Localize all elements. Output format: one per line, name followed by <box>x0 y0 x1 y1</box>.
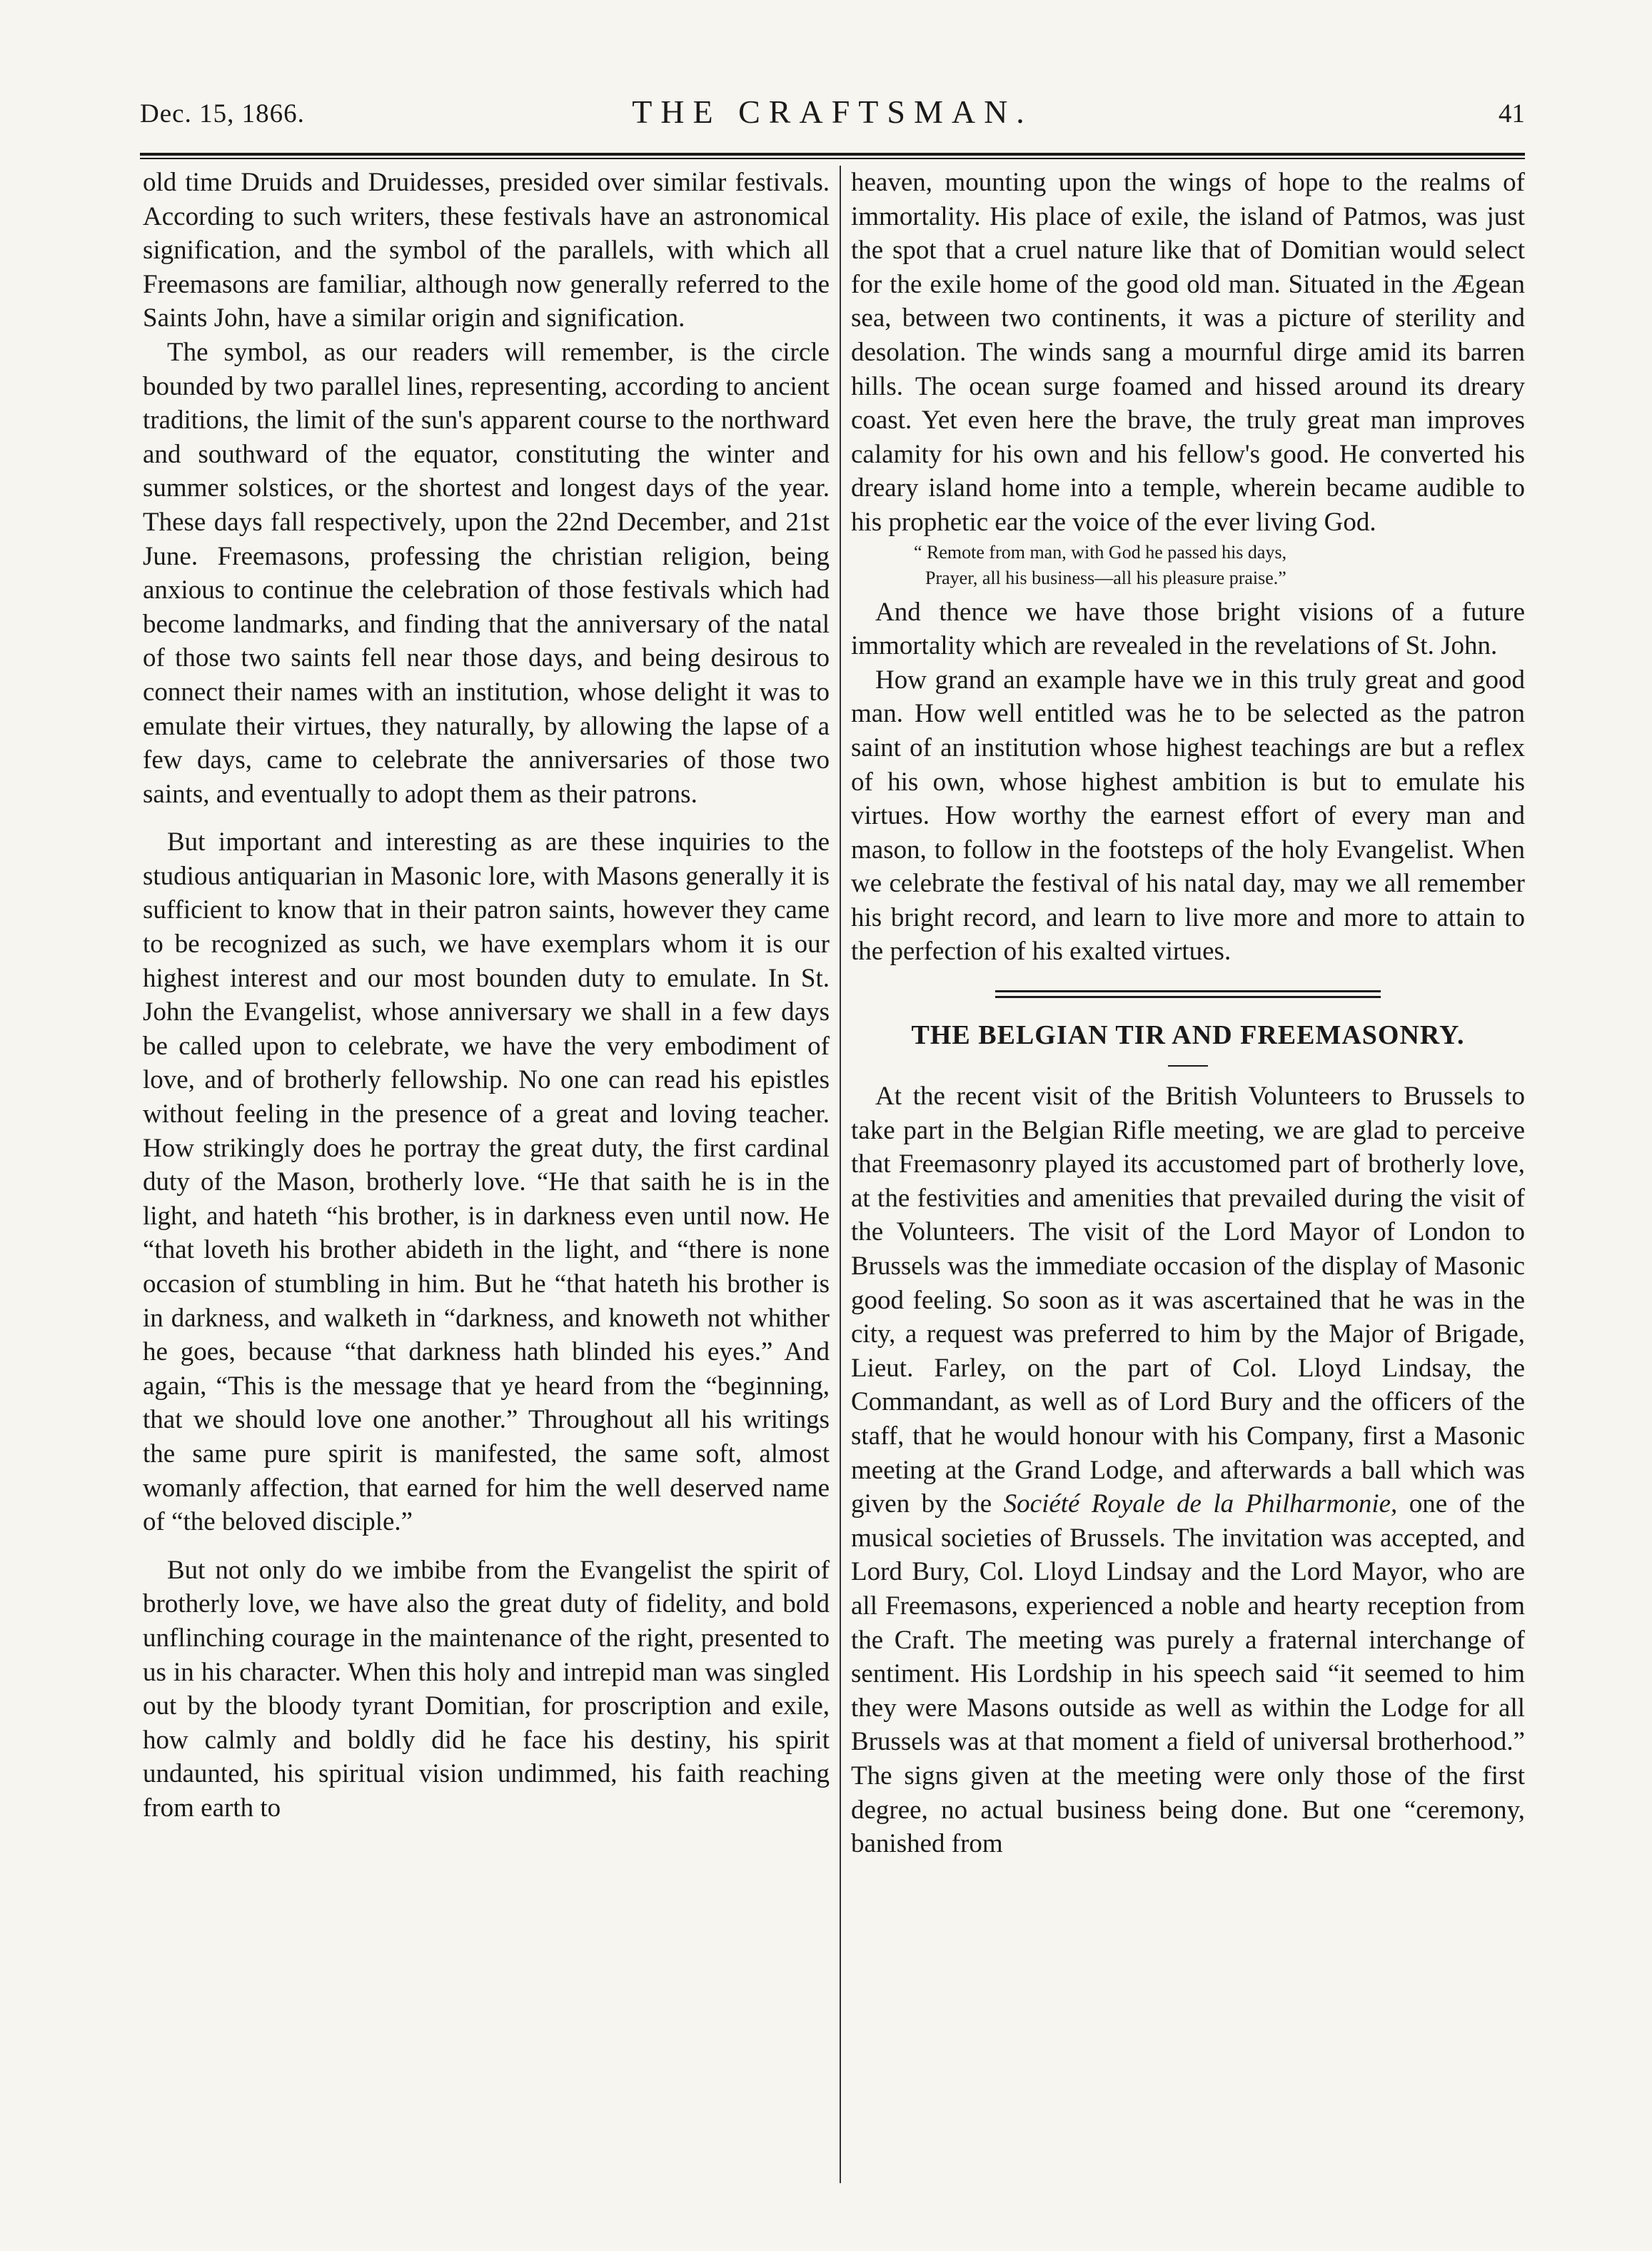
paragraph: But not only do we imbibe from the Evangelist the spirit of brotherly love, we have also the great duty of fidelity, and bold unflinching courage in the maintenance of the right, presented to us in his character. When this holy and intrepid man was singled out by the bloody tyrant Domitian, for proscription and exile, how calmly and boldly did he face his destiny, his spirit undaunted, his spiritual vision undimmed, his faith reaching from earth to <box>143 1555 830 1823</box>
verse-line: “ Remote from man, with God he passed his days, <box>914 541 1287 563</box>
paragraph-text: At the recent visit of the British Volunteers to Brussels to take part in the Belgian Rifle meeting, we are glad to perceive that Freemasonry played its accustomed part of brotherly love, at the festivities and amenities that prevailed during the visit of the Volunteers. The visit of the Lord Mayor of London to Brussels was the immediate occasion of the display of Masonic good feeling. So soon as it was ascertained that he was in the city, a request was preferred to him by the Major of Brigade, Lieut. Farley, on the part of Col. Lloyd Lindsay, the Commandant, as well as of Lord Bury and the officers of the staff, that he would honour with his Company, first a Masonic meeting at the Grand Lodge, and afterwards a ball which was given by the <box>851 1082 1525 1519</box>
quoted-verse <box>851 540 1525 591</box>
page-header <box>140 84 1525 134</box>
page-number: 41 <box>1499 99 1525 129</box>
right-column <box>851 166 1525 2183</box>
left-column <box>143 166 830 2183</box>
issue-date: Dec. 15, 1866. <box>140 99 305 129</box>
paragraph: How grand an example have we in this truly great and good man. How well entitled was he to be selected as the patron saint of an institution whose highest teachings are but a reflex of his own, whose highest ambition is but to emulate his virtues. How worthy the earnest effort of every man and mason, to follow in the footsteps of the holy Evangelist. When we celebrate the festival of his natal day, may we all remember his bright record, and learn to live more and more to attain to the perfection of his exalted virtues. <box>851 665 1525 967</box>
heading-rule <box>1168 1065 1208 1067</box>
verse-line: Prayer, all his business—all his pleasure praise.” <box>925 567 1286 588</box>
paragraph: And thence we have those bright visions of a future immortality which are revealed in the revelations of St. John. <box>851 597 1525 661</box>
column-divider <box>840 166 841 2183</box>
society-name: Société Royale de la Philharmonie, <box>1003 1489 1398 1519</box>
paragraph: But important and interesting as are these inquiries to the studious antiquarian in Masonic lore, with Masons generally it is sufficient to know that in their patron saints, however they came to be recognized as such, we have exemplars whom it is our highest interest and our most bounden duty to emulate. In St. John the Evangelist, whose anniversary we shall in a few days be called upon to celebrate, we have the very embodiment of love, and of brotherly fellowship. No one can read his epistles without feeling in the presence of a great and loving teacher. How strikingly does he portray the great duty, the first cardinal duty of the Mason, brotherly love. “He that saith he is in the light, and hateth “his brother, is in darkness even until now. He “that loveth his brother abideth in the light, and “there is none occasion of stumbling in him. But he “that hateth his brother is in darkness, and walketh in “darkness, and knoweth not whither he goes, because “that darkness hath blinded his eyes.” And again, “This is the message that ye heard from the “beginning, that we should love one another.” Throughout all his writings the same pure spirit is manifested, the same soft, almost womanly affection, that earned for him the well deserved name of “the beloved disciple.” <box>143 827 830 1537</box>
paragraph: old time Druids and Druidesses, presided over similar festivals. According to such writers, these festivals have an astronomical signification, and the symbol of the parallels, with which all Freemasons are familiar, although now generally referred to the Saints John, have a similar origin and signification. <box>143 168 830 333</box>
section-divider <box>995 990 1381 998</box>
paragraph <box>851 1079 1525 1861</box>
paragraph: heaven, mounting upon the wings of hope to the realms of immortality. His place of exile, the island of Patmos, was just the spot that a cruel nature like that of Domitian would select for the exile home of the good old man. Situated in the Ægean sea, between two continents, it was a picture of sterility and desolation. The winds sang a mournful dirge amid its barren hills. The ocean surge foamed and hissed around its dreary coast. Yet even here the brave, the truly great man improves calamity for his own and his fellow's good. He converted his dreary island home into a temple, wherein became audible to his prophetic ear the voice of the ever living God. <box>851 168 1525 537</box>
paragraph-text: one of the musical societies of Brussels. The invitation was accepted, and Lord Bury, Col. Lloyd Lindsay and the Lord Mayor, who are all Freemasons, experienced a noble and hearty reception from the Craft. The meeting was purely a fraternal interchange of sentiment. His Lordship in his speech said “it seemed to him they were Masons outside as well as within the Lodge for all Brussels was at that moment a field of universal brotherhood.” The signs given at the meeting were only those of the first degree, no actual business being done. But one “ceremony, banished from <box>851 1489 1525 1859</box>
paragraph: The symbol, as our readers will remember, is the circle bounded by two parallel lines, representing, according to ancient traditions, the limit of the sun's apparent course to the northward and southward of the equator, constituting the winter and summer solstices, or the shortest and longest days of the year. These days fall respectively, upon the 22nd December, and 21st June. Freemasons, professing the christian religion, being anxious to continue the celebration of those festivals which had become landmarks, and finding that the anniversary of the natal of those two saints fell near those days, and being desirous to connect their names with an institution, whose delight it was to emulate their virtues, they naturally, by allowing the lapse of a few days, came to celebrate the anniversaries of those two saints, and eventually to adopt them as their patrons. <box>143 337 830 809</box>
header-rule <box>140 153 1525 159</box>
article-heading: THE BELGIAN TIR AND FREEMASONRY. <box>911 1020 1465 1051</box>
publication-title: THE CRAFTSMAN. <box>632 94 1033 130</box>
